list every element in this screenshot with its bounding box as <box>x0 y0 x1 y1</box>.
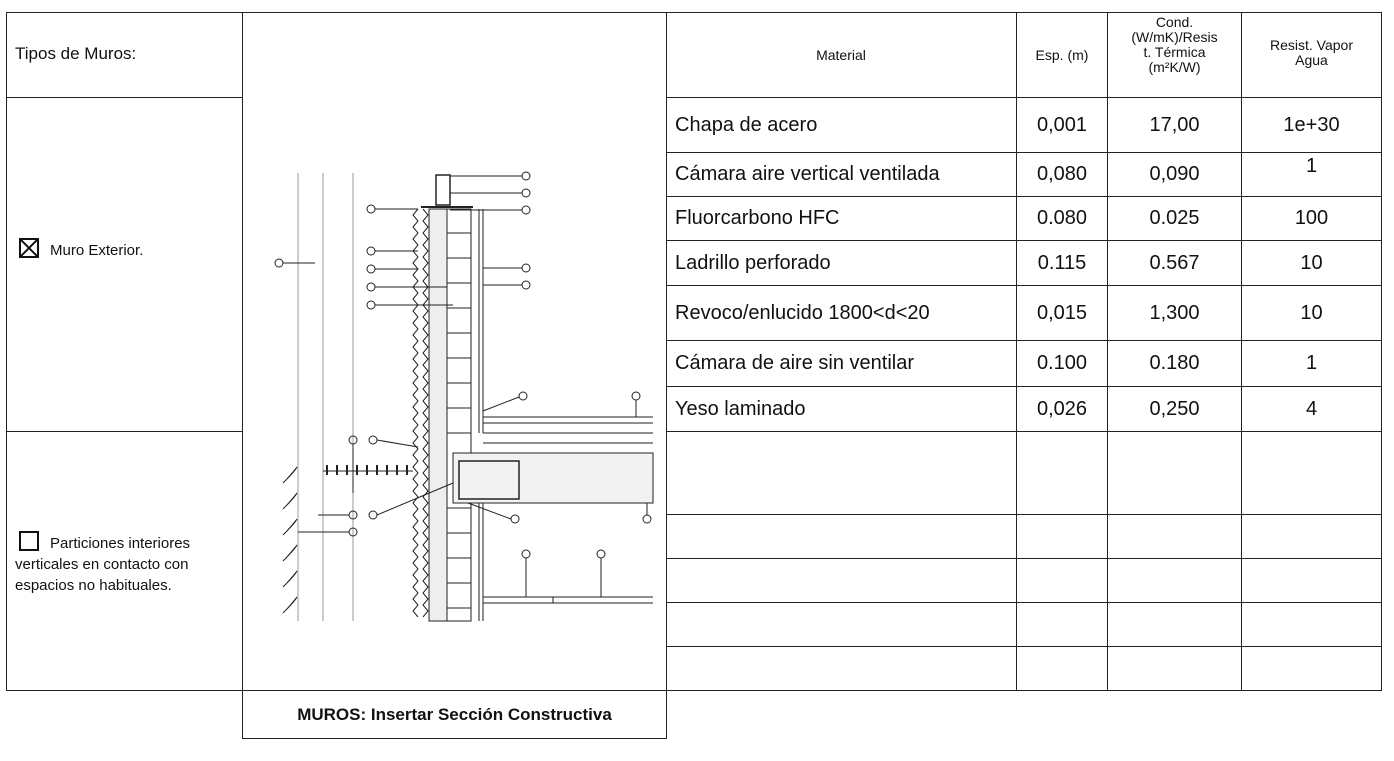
interior-partition-label-line3: espacios no habituales. <box>15 577 172 594</box>
cell-thickness: 0,080 <box>1036 163 1088 185</box>
cell-material: Chapa de acero <box>675 113 818 136</box>
cell-vapor <box>1242 559 1381 602</box>
cell-thickness: 0,001 <box>1036 113 1088 136</box>
cell-material: Fluorcarbono HFC <box>675 207 840 229</box>
cell-material <box>666 559 1016 602</box>
cell-conductivity <box>1108 559 1241 602</box>
cell-conductivity: 0,090 <box>1149 163 1200 185</box>
cell-thickness: 0,015 <box>1036 301 1088 324</box>
cell-material: Yeso laminado <box>675 397 806 420</box>
header-vapor-resistance: Resist. Vapor Agua <box>1270 37 1353 68</box>
cell-conductivity <box>1108 603 1241 646</box>
drawing-caption: MUROS: Insertar Sección Constructiva <box>297 704 612 724</box>
cell-material <box>666 603 1016 646</box>
cell-conductivity: 0.180 <box>1149 352 1200 374</box>
cell-vapor: 4 <box>1305 397 1318 420</box>
exterior-wall-checkbox[interactable] <box>19 238 39 258</box>
cell-material <box>666 515 1016 558</box>
cell-thickness: 0.080 <box>1036 207 1088 229</box>
cell-conductivity: 17,00 <box>1149 113 1200 136</box>
cell-vapor <box>1242 647 1381 690</box>
cell-thickness: 0.115 <box>1037 251 1087 274</box>
header-material: Material <box>816 46 866 63</box>
cell-material: Revoco/enlucido 1800<d<20 <box>675 301 930 324</box>
cell-conductivity <box>1108 515 1241 558</box>
interior-partition-label-line1: Particiones interiores <box>50 535 191 552</box>
wall-types-title: Tipos de Muros: <box>15 44 137 63</box>
cell-thickness: 0.100 <box>1036 352 1088 374</box>
cell-thickness <box>1017 647 1107 690</box>
cell-vapor: 1e+30 <box>1283 113 1340 136</box>
cell-vapor <box>1242 515 1381 558</box>
cell-material: Ladrillo perforado <box>675 251 831 274</box>
interior-partition-label-line2: verticales en contacto con <box>15 556 189 573</box>
cell-thickness <box>1017 603 1107 646</box>
cell-material <box>666 647 1016 690</box>
header-thickness: Esp. (m) <box>1035 46 1089 63</box>
cell-vapor <box>1242 432 1381 514</box>
cell-thickness <box>1017 515 1107 558</box>
cell-conductivity <box>1108 647 1241 690</box>
cell-vapor: 10 <box>1300 251 1323 274</box>
cell-vapor: 100 <box>1294 207 1329 229</box>
cell-conductivity <box>1108 432 1241 514</box>
cell-material: Cámara aire vertical ventilada <box>675 163 940 185</box>
exterior-wall-label: Muro Exterior. <box>50 242 144 259</box>
cell-vapor: 1 <box>1305 352 1318 374</box>
cell-conductivity: 0.567 <box>1149 251 1200 274</box>
header-conductivity: Cond. (W/mK)/Resis t. Térmica (m²K/W) <box>1131 14 1218 75</box>
cell-vapor: 1 <box>1305 155 1318 177</box>
interior-partition-checkbox[interactable] <box>19 531 39 551</box>
checkmark-x-icon <box>21 240 37 256</box>
cell-conductivity: 0,250 <box>1149 397 1200 420</box>
cell-conductivity: 0.025 <box>1149 207 1200 229</box>
constructive-section-drawing <box>243 13 666 690</box>
cell-thickness: 0,026 <box>1036 397 1088 420</box>
cell-vapor <box>1242 603 1381 646</box>
cell-material <box>666 432 1016 514</box>
cell-vapor: 10 <box>1300 301 1323 324</box>
cell-thickness <box>1017 432 1107 514</box>
cell-material: Cámara de aire sin ventilar <box>675 352 914 374</box>
cell-conductivity: 1,300 <box>1149 301 1200 324</box>
cell-thickness <box>1017 559 1107 602</box>
